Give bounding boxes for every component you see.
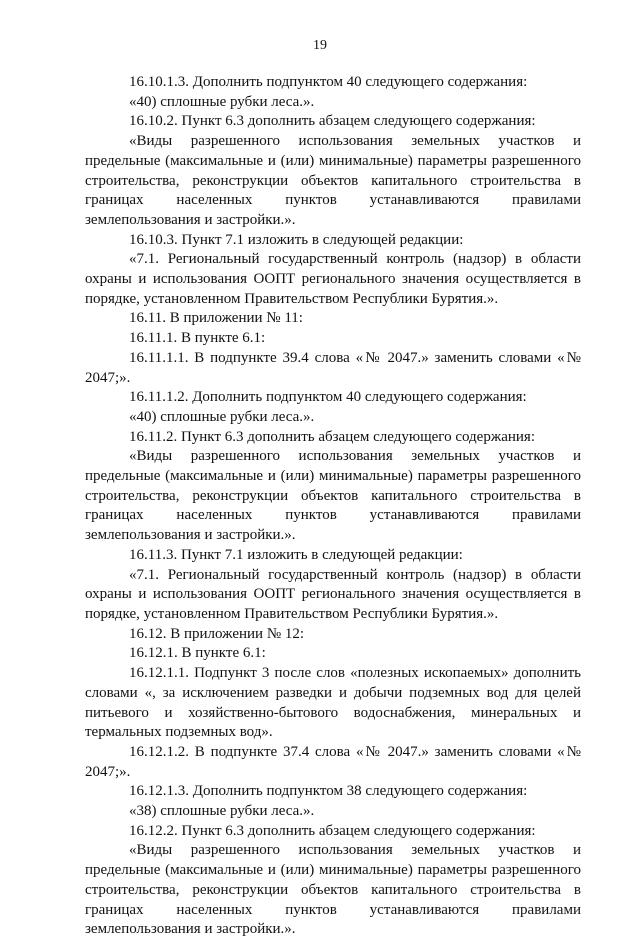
paragraph: «7.1. Региональный государственный контроль (надзор) в области охраны и использования ООПТ регионального значения осуществляется в порядке, установленном Правительством Республики Бурятия.». xyxy=(85,566,581,622)
paragraph: «Виды разрешенного использования земельных участков и предельные (максимальные и (или) минимальные) параметры разрешенного строительства, реконструкции объектов капитального строительства в границах населенных пунктов устанавливаются правилами землепользования и застройки.». xyxy=(85,448,581,544)
paragraph: «38) сплошные рубки леса.». xyxy=(129,803,315,820)
paragraph: 16.12.2. Пункт 6.3 дополнить абзацем следующего содержания: xyxy=(129,822,536,839)
paragraph: 16.10.3. Пункт 7.1 изложить в следующей редакции: xyxy=(129,231,464,248)
paragraph: 16.12. В приложении № 12: xyxy=(129,625,305,642)
paragraph: 16.12.1.1. Подпункт 3 после слов «полезных ископаемых» дополнить словами «, за исключением разведки и добычи подземных вод для целей питьевого и хозяйственно-бытового водоснабжения, минеральных и термальных подземных вод». xyxy=(85,665,581,741)
paragraph: «Виды разрешенного использования земельных участков и предельные (максимальные и (или) минимальные) параметры разрешенного строительства, реконструкции объектов капитального строительства в границах населенных пунктов устанавливаются правилами землепользования и застройки.». xyxy=(85,842,581,938)
paragraph: 16.12.1. В пункте 6.1: xyxy=(129,645,266,662)
page-number: 19 xyxy=(313,38,327,53)
paragraph: «40) сплошные рубки леса.». xyxy=(129,408,315,425)
paragraph: 16.11.1. В пункте 6.1: xyxy=(129,330,266,347)
paragraph: 16.11.2. Пункт 6.3 дополнить абзацем следующего содержания: xyxy=(129,428,535,445)
paragraph: 16.11.3. Пункт 7.1 изложить в следующей редакции: xyxy=(129,546,463,563)
paragraph: «40) сплошные рубки леса.». xyxy=(129,93,315,110)
paragraph: 16.12.1.3. Дополнить подпунктом 38 следующего содержания: xyxy=(129,783,528,800)
paragraph: «7.1. Региональный государственный контроль (надзор) в области охраны и использования ООПТ регионального значения осуществляется в порядке, установленном Правительством Республики Бурятия.». xyxy=(85,251,581,307)
paragraph: 16.11. В приложении № 11: xyxy=(129,310,303,327)
paragraph: 16.10.2. Пункт 6.3 дополнить абзацем следующего содержания: xyxy=(129,113,536,130)
paragraph: 16.12.1.2. В подпункте 37.4 слова «№ 2047.» заменить словами «№ 2047;». xyxy=(85,743,581,780)
paragraph: «Виды разрешенного использования земельных участков и предельные (максимальные и (или) минимальные) параметры разрешенного строительства, реконструкции объектов капитального строительства в границах населенных пунктов устанавливаются правилами землепользования и застройки.». xyxy=(85,133,581,228)
paragraph: 16.11.1.2. Дополнить подпунктом 40 следующего содержания: xyxy=(129,389,527,406)
paragraph: 16.10.1.3. Дополнить подпунктом 40 следующего содержания: xyxy=(129,74,528,90)
document-body xyxy=(85,73,581,940)
paragraph: 16.11.1.1. В подпункте 39.4 слова «№ 2047.» заменить словами «№ 2047;». xyxy=(85,349,581,386)
